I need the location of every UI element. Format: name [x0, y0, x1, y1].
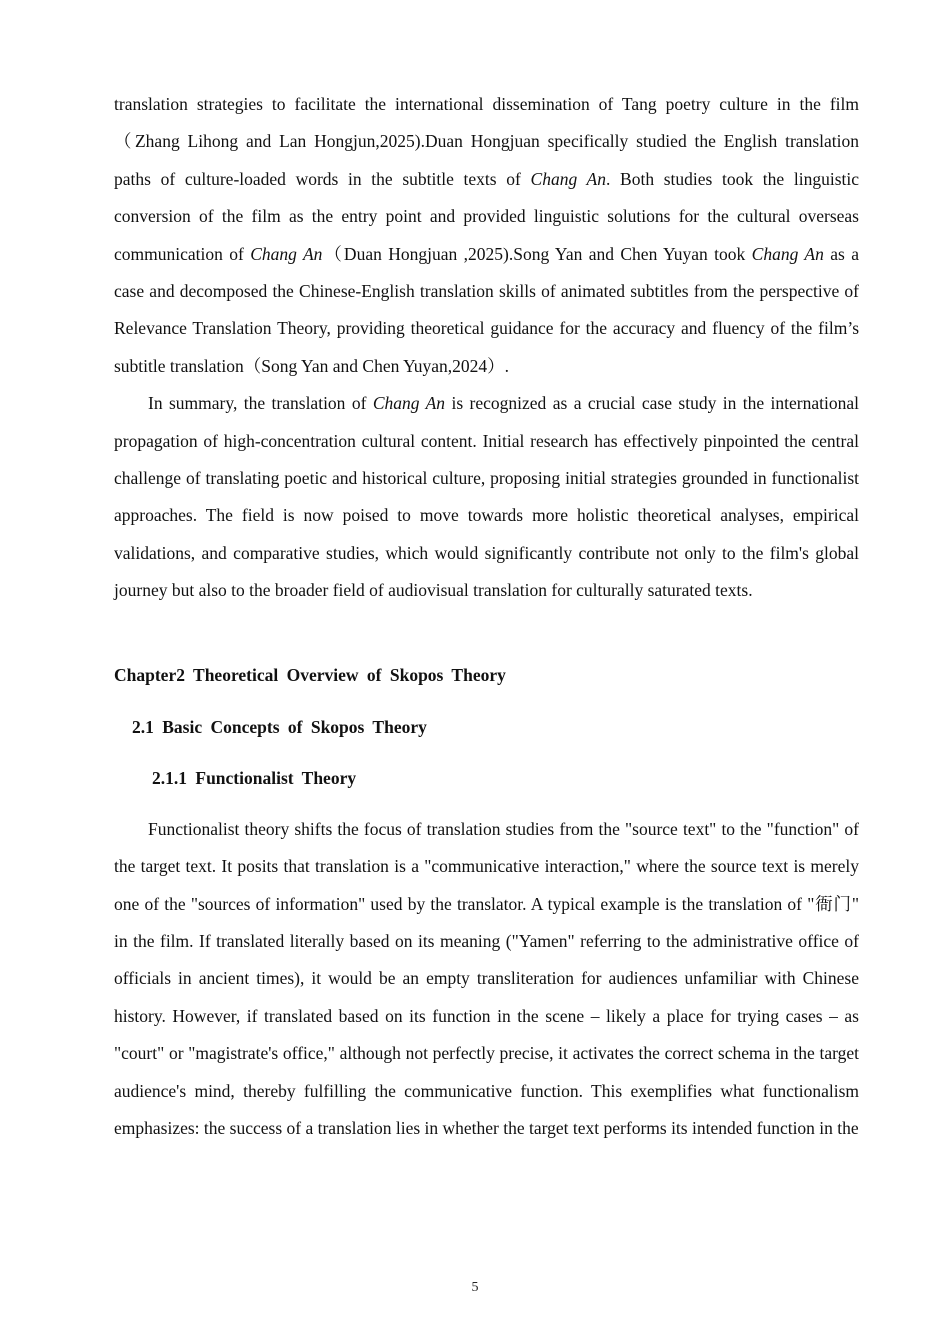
chapter-heading: Chapter2 Theoretical Overview of Skopos Theory	[114, 664, 506, 685]
paragraph-functionalist-theory: Functionalist theory shifts the focus of translation studies from the "source text" to the "function" of the target text. It posits that translation is a "communicative interaction," where the source text is merely one of the "sources of information" used by the translator. A typical example is the translation of "衙门" in the film. If translated literally based on its meaning ("Yamen" referring to the administrative office of officials in ancient times), it would be an empty transliteration for audiences unfamiliar with Chinese history. However, if translated based on its function in the scene – likely a place for trying cases – as "court" or "magistrate's office," although not perfectly precise, it activates the correct schema in the target audience's mind, thereby fulfilling the communicative function. This exemplifies what functionalism emphasizes: the success of a translation lies in whether the target text performs its intended function in the	[114, 818, 859, 1138]
subsection-heading: 2.1.1 Functionalist Theory	[152, 767, 357, 788]
section-heading: 2.1 Basic Concepts of Skopos Theory	[132, 716, 427, 737]
document-body	[114, 86, 859, 1147]
paragraph-literature-review: translation strategies to facilitate the international dissemination of Tang poetry culture in the film（Zhang Lihong and Lan Hongjun,2025).Duan Hongjuan specifically studied the English translation paths of culture-loaded words in the subtitle texts of Chang An. Both studies took the linguistic conversion of the film as the entry point and provided linguistic solutions for the cultural overseas communication of Chang An（Duan Hongjuan ,2025).Song Yan and Chen Yuyan took Chang An as a case and decomposed the Chinese-English translation skills of animated subtitles from the perspective of Relevance Translation Theory, providing theoretical guidance for the accuracy and fluency of the film’s subtitle translation（Song Yan and Chen Yuyan,2024）.	[114, 94, 859, 376]
page-number: 5	[471, 1280, 479, 1295]
paragraph-summary: In summary, the translation of Chang An is recognized as a crucial case study in the international propagation of high-concentration cultural content. Initial research has effectively pinpointed the central challenge of translating poetic and historical culture, proposing initial strategies grounded in functionalist approaches. The field is now poised to move towards more holistic theoretical analyses, empirical validations, and comparative studies, which would significantly contribute not only to the film's global journey but also to the broader field of audiovisual translation for culturally saturated texts.	[114, 393, 859, 601]
